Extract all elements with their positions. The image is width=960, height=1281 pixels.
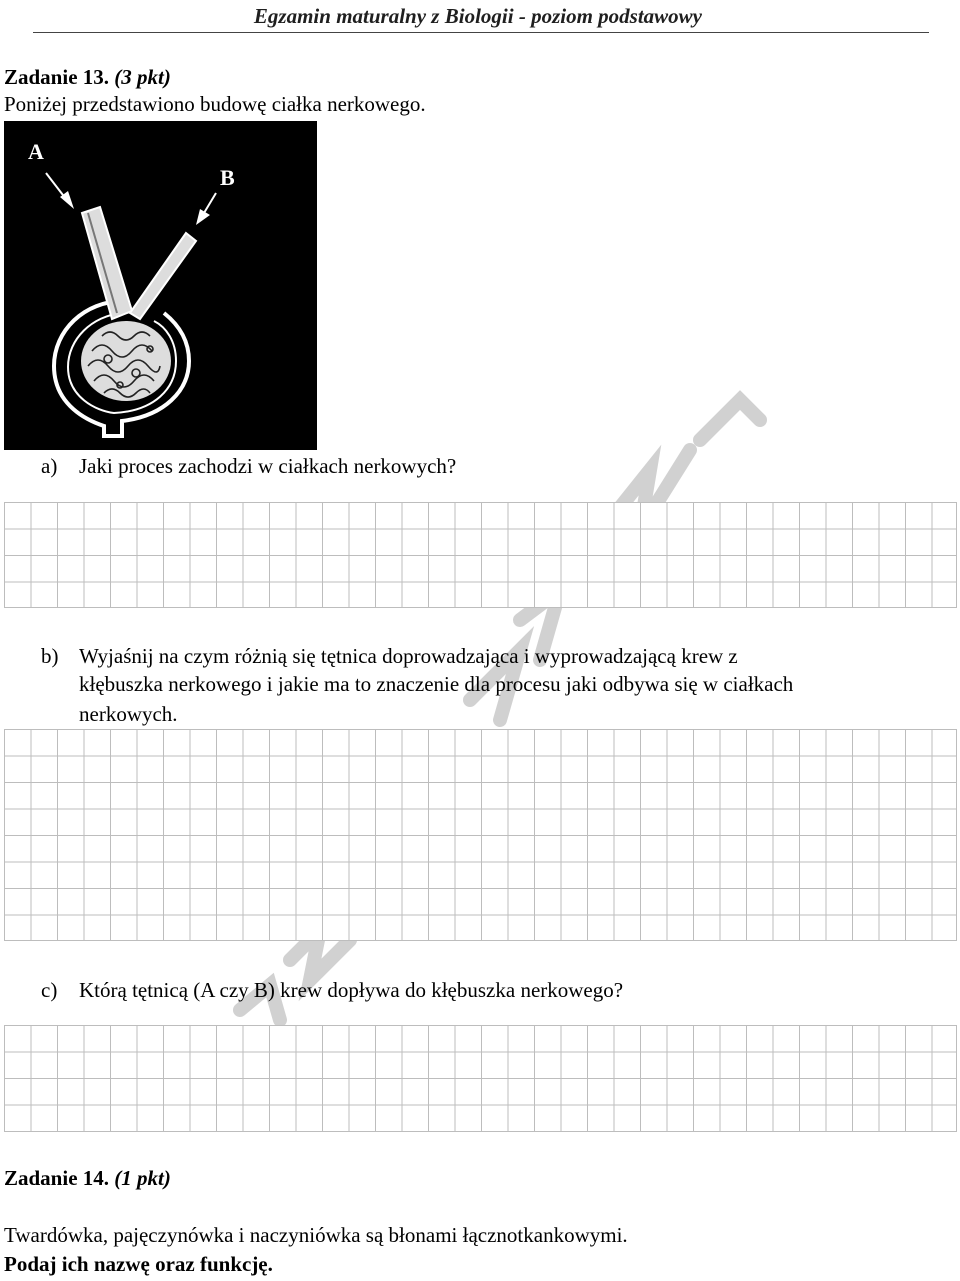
question-b-line2: kłębuszka nerkowego i jakie ma to znaczenie dla procesu jaki odbywa się w ciałkach [79,672,794,696]
question-c-text: Którą tętnicą (A czy B) krew dopływa do kłębuszka nerkowego? [79,978,624,1002]
exam-title: Egzamin maturalny z Biologii - poziom podstawowy [253,4,702,28]
task13-title [4,64,171,91]
question-c [41,977,623,1004]
renal-corpuscle-diagram [4,121,317,450]
answer-grid-c[interactable] [4,1025,957,1132]
header-rule [33,32,929,33]
question-b-line1 [41,643,738,670]
question-b-line3: nerkowych. [79,702,178,726]
question-b-text-1: Wyjaśnij na czym różnią się tętnica doprowadzająca i wyprowadzającą krew z [79,644,738,668]
task14-number: Zadanie 14. [4,1166,110,1190]
question-a-label: a) [41,454,58,478]
page-header [0,0,960,34]
question-b-label: b) [41,644,59,668]
question-a-text: Jaki proces zachodzi w ciałkach nerkowych? [79,454,457,478]
label-a: A [28,139,44,164]
renal-corpuscle-figure [4,121,317,450]
task13-number: Zadanie 13. [4,65,110,89]
vessel-a [82,207,132,319]
answer-grid-a[interactable] [4,502,957,608]
question-a [41,453,456,480]
task13-points: (3 pkt) [114,65,171,89]
task14-instruction: Podaj ich nazwę oraz funkcję. [4,1252,273,1276]
question-c-label: c) [41,978,58,1002]
task14-text: Twardówka, pajęczynówka i naczyniówka są błonami łącznotkankowymi. [4,1223,628,1247]
arrow-b-icon [204,193,216,213]
vessel-b [130,233,196,319]
label-b: B [220,165,235,190]
task14-title [4,1165,171,1192]
task14-points: (1 pkt) [114,1166,171,1190]
answer-grid-b[interactable] [4,729,957,941]
task13-intro: Poniżej przedstawiono budowę ciałka nerkowego. [4,92,426,116]
